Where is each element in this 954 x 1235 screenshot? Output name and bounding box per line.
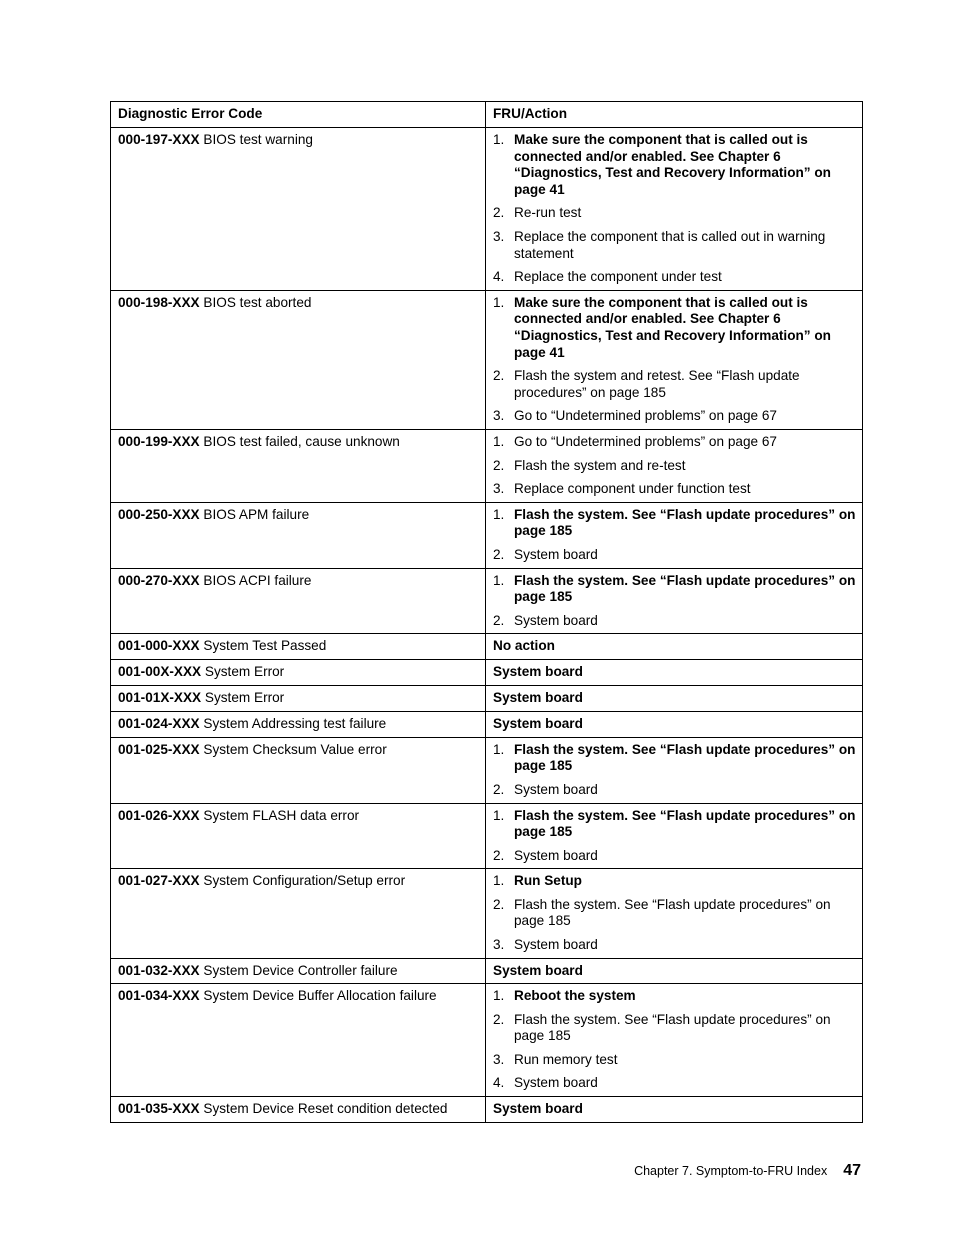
step-number: 4. bbox=[493, 268, 505, 284]
action-step bbox=[493, 368, 856, 402]
table-row bbox=[111, 711, 863, 737]
table-row bbox=[111, 502, 863, 568]
step-text: Flash the system and re-test bbox=[514, 457, 686, 473]
step-number: 2. bbox=[493, 1011, 505, 1027]
step-text: Flash the system. See “Flash update procedures” on page 185 bbox=[514, 807, 856, 840]
error-code-cell bbox=[111, 660, 486, 686]
step-number: 3. bbox=[493, 480, 505, 496]
error-code-cell bbox=[111, 711, 486, 737]
error-description: System Device Buffer Allocation failure bbox=[199, 988, 437, 1004]
step-number: 1. bbox=[493, 572, 505, 588]
error-code: 001-034-XXX bbox=[118, 988, 200, 1004]
fru-action-cell bbox=[486, 634, 863, 660]
table-row bbox=[111, 634, 863, 660]
action-step bbox=[493, 1052, 856, 1069]
step-number: 1. bbox=[493, 506, 505, 522]
action-steps-list bbox=[493, 808, 856, 865]
action-step bbox=[493, 848, 856, 865]
error-description: System Configuration/Setup error bbox=[199, 873, 406, 889]
table-row bbox=[111, 984, 863, 1096]
fru-action-cell bbox=[486, 803, 863, 869]
error-code: 001-000-XXX bbox=[118, 638, 200, 654]
table-header-row bbox=[111, 102, 863, 128]
action-steps-list bbox=[493, 132, 856, 286]
fru-action-cell bbox=[486, 290, 863, 430]
action-step bbox=[493, 742, 856, 776]
action-step bbox=[493, 873, 856, 890]
step-number: 2. bbox=[493, 205, 505, 221]
action-steps-list bbox=[493, 988, 856, 1091]
action-steps-list bbox=[493, 573, 856, 630]
action-step bbox=[493, 573, 856, 607]
error-code: 001-00X-XXX bbox=[118, 664, 202, 680]
action-step bbox=[493, 988, 856, 1005]
action-steps-list bbox=[493, 507, 856, 564]
table-row bbox=[111, 958, 863, 984]
header-fru-action: FRU/Action bbox=[486, 102, 863, 128]
step-number: 3. bbox=[493, 408, 505, 424]
error-description: BIOS ACPI failure bbox=[199, 572, 312, 588]
fru-action-cell bbox=[486, 568, 863, 634]
error-description: System FLASH data error bbox=[199, 807, 360, 823]
error-code-cell bbox=[111, 502, 486, 568]
fru-action-cell bbox=[486, 737, 863, 803]
fru-action-cell bbox=[486, 127, 863, 290]
error-code: 001-027-XXX bbox=[118, 873, 200, 889]
step-number: 4. bbox=[493, 1075, 505, 1091]
action-step bbox=[493, 458, 856, 475]
error-description: System Error bbox=[201, 690, 285, 706]
step-text: System board bbox=[514, 781, 598, 797]
step-number: 1. bbox=[493, 434, 505, 450]
error-description: System Checksum Value error bbox=[199, 741, 387, 757]
fru-action-cell bbox=[486, 984, 863, 1096]
error-code-cell bbox=[111, 1096, 486, 1122]
action-steps-list bbox=[493, 873, 856, 953]
action-step bbox=[493, 1012, 856, 1046]
step-text: Replace the component under test bbox=[514, 268, 722, 284]
error-code-cell bbox=[111, 634, 486, 660]
error-code-cell bbox=[111, 686, 486, 712]
table-row bbox=[111, 1096, 863, 1122]
action-text: System board bbox=[493, 664, 583, 680]
error-description: System Addressing test failure bbox=[199, 715, 387, 731]
error-description: BIOS test aborted bbox=[199, 294, 312, 310]
step-number: 2. bbox=[493, 896, 505, 912]
step-text: System board bbox=[514, 936, 598, 952]
header-diagnostic-error-code: Diagnostic Error Code bbox=[111, 102, 486, 128]
fru-action-cell bbox=[486, 686, 863, 712]
error-description: System Error bbox=[201, 664, 285, 680]
page-number: 47 bbox=[843, 1162, 861, 1179]
error-code: 001-024-XXX bbox=[118, 715, 200, 731]
table-row bbox=[111, 869, 863, 958]
step-text: Flash the system. See “Flash update procedures” on page 185 bbox=[514, 506, 856, 539]
action-step bbox=[493, 1075, 856, 1092]
error-code: 000-270-XXX bbox=[118, 572, 200, 588]
step-text: Go to “Undetermined problems” on page 67 bbox=[514, 408, 777, 424]
step-text: Flash the system. See “Flash update procedures” on page 185 bbox=[514, 1011, 831, 1044]
action-text: System board bbox=[493, 1100, 583, 1116]
step-text: Replace the component that is called out in warning statement bbox=[514, 228, 826, 261]
action-step bbox=[493, 937, 856, 954]
error-description: System Device Controller failure bbox=[199, 962, 398, 978]
action-step bbox=[493, 481, 856, 498]
action-steps-list bbox=[493, 295, 856, 426]
table-row bbox=[111, 127, 863, 290]
step-text: Go to “Undetermined problems” on page 67 bbox=[514, 434, 777, 450]
action-steps-list bbox=[493, 742, 856, 799]
step-number: 2. bbox=[493, 612, 505, 628]
action-text: No action bbox=[493, 638, 555, 654]
error-description: System Device Reset condition detected bbox=[199, 1100, 448, 1116]
fru-action-cell bbox=[486, 502, 863, 568]
step-number: 3. bbox=[493, 1051, 505, 1067]
step-text: System board bbox=[514, 847, 598, 863]
table-row bbox=[111, 660, 863, 686]
action-step bbox=[493, 613, 856, 630]
step-text: Make sure the component that is called out is connected and/or enabled. See Chapter 6 “Diagnostics, Test and Recovery Information” on page 41 bbox=[514, 294, 831, 361]
step-text: Make sure the component that is called out is connected and/or enabled. See Chapter 6 “Diagnostics, Test and Recovery Information” on page 41 bbox=[514, 131, 831, 198]
action-step bbox=[493, 507, 856, 541]
error-code-cell bbox=[111, 869, 486, 958]
step-number: 3. bbox=[493, 936, 505, 952]
step-number: 1. bbox=[493, 131, 505, 147]
step-number: 2. bbox=[493, 546, 505, 562]
error-code-cell bbox=[111, 737, 486, 803]
table-row bbox=[111, 686, 863, 712]
fru-action-cell bbox=[486, 958, 863, 984]
error-code-cell bbox=[111, 803, 486, 869]
step-number: 1. bbox=[493, 988, 505, 1004]
action-text: System board bbox=[493, 715, 583, 731]
fru-action-cell bbox=[486, 869, 863, 958]
page-footer bbox=[634, 1162, 861, 1180]
action-steps-list bbox=[493, 434, 856, 497]
error-code: 000-198-XXX bbox=[118, 294, 200, 310]
error-code: 001-01X-XXX bbox=[118, 690, 202, 706]
step-number: 1. bbox=[493, 294, 505, 310]
step-text: Run memory test bbox=[514, 1051, 618, 1067]
action-step bbox=[493, 295, 856, 362]
step-text: Replace component under function test bbox=[514, 480, 751, 496]
action-step bbox=[493, 269, 856, 286]
error-code-cell bbox=[111, 127, 486, 290]
fru-action-cell bbox=[486, 1096, 863, 1122]
error-description: System Test Passed bbox=[199, 638, 327, 654]
table-row bbox=[111, 737, 863, 803]
fru-action-cell bbox=[486, 711, 863, 737]
step-text: System board bbox=[514, 612, 598, 628]
step-number: 3. bbox=[493, 228, 505, 244]
action-step bbox=[493, 132, 856, 199]
error-code: 000-250-XXX bbox=[118, 506, 200, 522]
error-code: 001-035-XXX bbox=[118, 1100, 200, 1116]
error-code: 001-026-XXX bbox=[118, 807, 200, 823]
error-description: BIOS APM failure bbox=[199, 506, 310, 522]
step-text: Reboot the system bbox=[514, 988, 636, 1004]
action-step bbox=[493, 434, 856, 451]
fru-table bbox=[110, 101, 863, 1123]
error-code: 001-025-XXX bbox=[118, 741, 200, 757]
error-description: BIOS test failed, cause unknown bbox=[199, 434, 400, 450]
error-code: 000-197-XXX bbox=[118, 131, 200, 147]
action-text: System board bbox=[493, 690, 583, 706]
table-row bbox=[111, 803, 863, 869]
step-text: Flash the system. See “Flash update procedures” on page 185 bbox=[514, 741, 856, 774]
error-code-cell bbox=[111, 290, 486, 430]
error-code: 000-199-XXX bbox=[118, 434, 200, 450]
action-step bbox=[493, 229, 856, 263]
error-code-cell bbox=[111, 568, 486, 634]
error-code-cell bbox=[111, 430, 486, 502]
fru-action-cell bbox=[486, 660, 863, 686]
error-description: BIOS test warning bbox=[199, 131, 313, 147]
step-number: 1. bbox=[493, 873, 505, 889]
action-step bbox=[493, 547, 856, 564]
action-step bbox=[493, 408, 856, 425]
step-text: System board bbox=[514, 546, 598, 562]
table-row bbox=[111, 430, 863, 502]
footer-chapter: Chapter 7. Symptom-to-FRU Index bbox=[634, 1164, 828, 1178]
step-number: 2. bbox=[493, 368, 505, 384]
step-text: Flash the system. See “Flash update procedures” on page 185 bbox=[514, 572, 856, 605]
fru-action-cell bbox=[486, 430, 863, 502]
table-row bbox=[111, 290, 863, 430]
step-number: 1. bbox=[493, 807, 505, 823]
step-number: 2. bbox=[493, 457, 505, 473]
action-step bbox=[493, 205, 856, 222]
error-code: 001-032-XXX bbox=[118, 962, 200, 978]
step-text: Re-run test bbox=[514, 205, 582, 221]
table-row bbox=[111, 568, 863, 634]
table-body bbox=[111, 127, 863, 1122]
step-text: Run Setup bbox=[514, 873, 582, 889]
error-code-cell bbox=[111, 958, 486, 984]
action-step bbox=[493, 782, 856, 799]
error-code-cell bbox=[111, 984, 486, 1096]
step-number: 2. bbox=[493, 847, 505, 863]
step-number: 2. bbox=[493, 781, 505, 797]
action-step bbox=[493, 897, 856, 931]
action-text: System board bbox=[493, 962, 583, 978]
step-text: Flash the system and retest. See “Flash update procedures” on page 185 bbox=[514, 368, 800, 401]
step-text: Flash the system. See “Flash update procedures” on page 185 bbox=[514, 896, 831, 929]
step-text: System board bbox=[514, 1075, 598, 1091]
action-step bbox=[493, 808, 856, 842]
step-number: 1. bbox=[493, 741, 505, 757]
